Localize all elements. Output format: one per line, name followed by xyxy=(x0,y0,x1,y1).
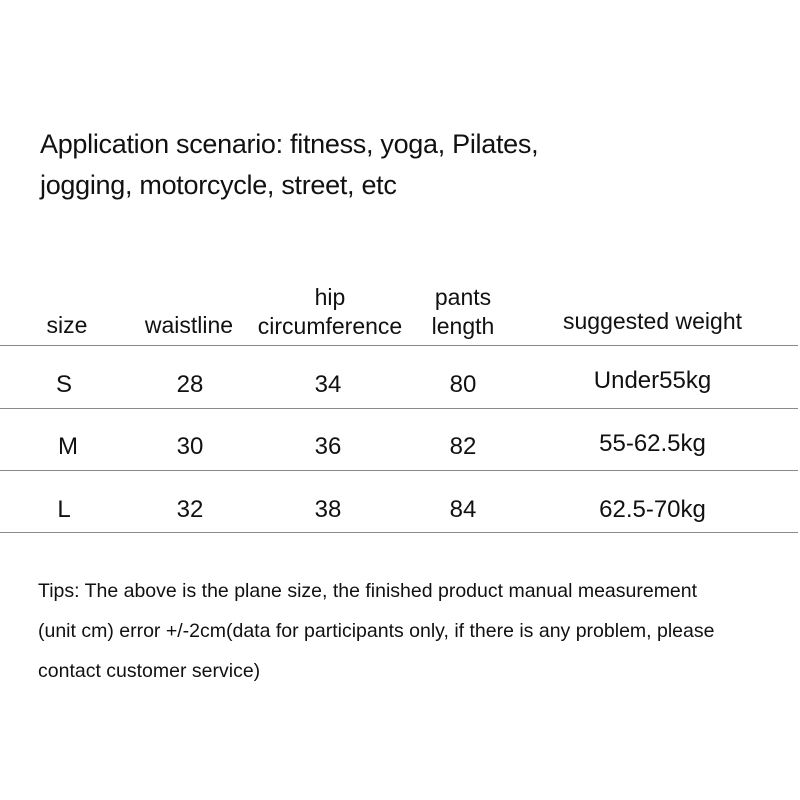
table-row-2-size: M xyxy=(58,433,78,460)
tips-line-1: Tips: The above is the plane size, the finished product manual measurement xyxy=(38,580,698,602)
table-row-1-weight: Under55kg xyxy=(593,367,712,394)
table-rule-row-1 xyxy=(0,408,798,409)
table-row-3-pants-length: 84 xyxy=(449,496,477,523)
header-pants-length xyxy=(413,283,513,341)
tips-line-2: (unit cm) error +/-2cm(data for participants only, if there is any problem, please xyxy=(38,620,715,642)
table-row-3-size: L xyxy=(57,496,71,523)
table-row-3-weight: 62.5-70kg xyxy=(599,496,706,523)
header-waistline: waistline xyxy=(144,312,234,338)
header-pants-line-1: pants xyxy=(434,284,492,310)
table-row-1-size: S xyxy=(55,371,72,398)
header-hip-circumference xyxy=(250,283,410,341)
table-row-2-pants-length: 82 xyxy=(449,433,477,460)
table-rule-row-3 xyxy=(0,532,798,533)
scenario-line-2: jogging, motorcycle, street, etc xyxy=(40,170,397,200)
table-row-2-waistline: 30 xyxy=(176,433,204,460)
table-row-3-hip: 38 xyxy=(314,496,342,523)
table-row-1-pants-length: 80 xyxy=(449,371,477,398)
tips-text xyxy=(38,571,778,691)
table-row-1-waistline: 28 xyxy=(176,371,204,398)
scenario-line-1: Application scenario: fitness, yoga, Pilates, xyxy=(40,129,539,159)
header-hip-line-2: circumference xyxy=(257,313,403,339)
header-size: size xyxy=(46,312,88,338)
header-suggested-weight: suggested weight xyxy=(562,308,742,334)
table-row-3-waistline: 32 xyxy=(176,496,204,523)
table-rule-row-2 xyxy=(0,470,798,471)
table-row-2-hip: 36 xyxy=(314,433,342,460)
table-row-1-hip: 34 xyxy=(314,371,342,398)
header-hip-line-1: hip xyxy=(314,284,346,310)
table-rule-header xyxy=(0,345,798,346)
header-pants-line-2: length xyxy=(431,313,495,339)
application-scenario-text xyxy=(40,124,740,206)
table-row-2-weight: 55-62.5kg xyxy=(599,430,706,457)
tips-line-3: contact customer service) xyxy=(38,660,261,682)
